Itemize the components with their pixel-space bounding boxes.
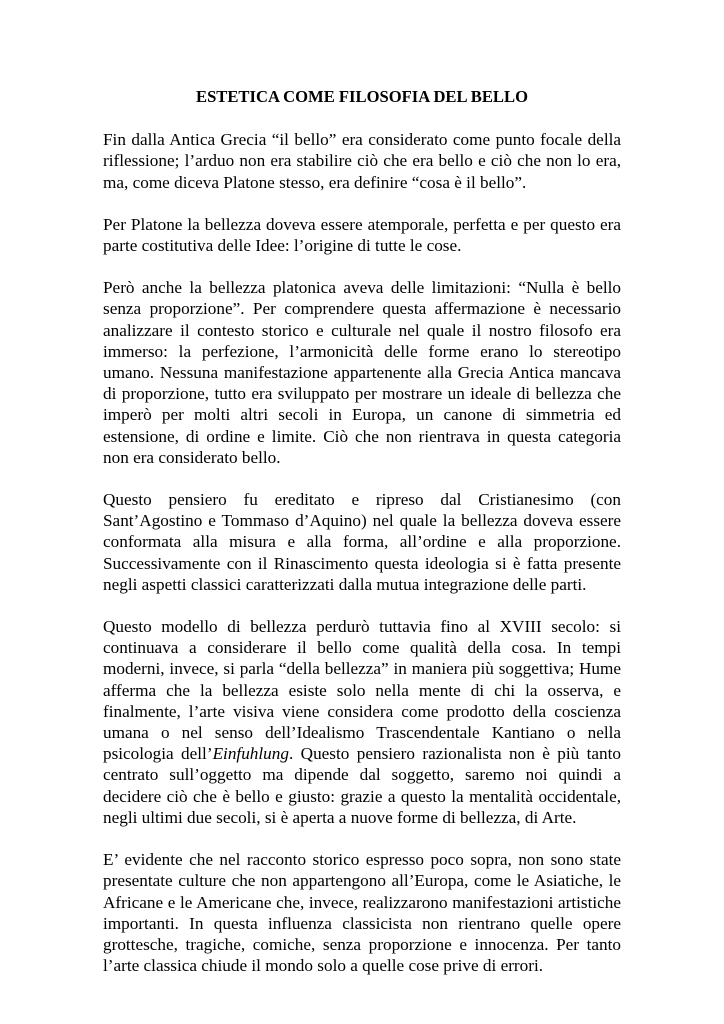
document-page — [103, 86, 621, 976]
document-title: ESTETICA COME FILOSOFIA DEL BELLO — [196, 87, 528, 106]
paragraph-5-text-a: Questo modello di bellezza perdurò tuttavia fino al XVIII secolo: si continuava a considerare il bello come qualità della cosa. In tempi moderni, invece, si parla “della bellezza” in maniera più soggettiva; Hume afferma che la bellezza esiste solo nella mente di chi la osserva, e finalmente, l’arte visiva viene considera come prodotto della coscienza umana o nel senso dell’Idealismo Trascendentale Kantiano o nella psicologia dell’ — [103, 617, 621, 764]
paragraph-4: Questo pensiero fu ereditato e ripreso dal Cristianesimo (con Sant’Agostino e Tommaso d’Aquino) nel quale la bellezza doveva essere conformata alla misura e alla forma, all’ordine e alla proporzione. Successivamente con il Rinascimento questa ideologia si è fatta presente negli aspetti classici caratterizzati dalla mutua integrazione delle parti. — [103, 490, 621, 594]
paragraph-1: Fin dalla Antica Grecia “il bello” era considerato come punto focale della riflessione; l’arduo non era stabilire ciò che era bello e ciò che non lo era, ma, come diceva Platone stesso, era definire “cosa è il bello”. — [103, 130, 621, 192]
paragraph-5-italic-term: Einfuhlung — [212, 744, 289, 764]
paragraph-3: Però anche la bellezza platonica aveva delle limitazioni: “Nulla è bello senza proporzione”. Per comprendere questa affermazione è necessario analizzare il contesto storico e culturale nel quale il nostro filosofo era immerso: la perfezione, l’armonicità delle forme erano lo stereotipo umano. Nessuna manifestazione appartenente alla Grecia Antica mancava di proporzione, tutto era sviluppato per mostrare un ideale di bellezza che imperò per molti altri secoli in Europa, un canone di simmetria ed estensione, di ordine e limite. Ciò che non rientrava in questa categoria non era considerato bello. — [103, 278, 621, 467]
paragraph-5-text-b: . Questo pensiero razionalista non è più tanto centrato sull’oggetto ma dipende dal soggetto, saremo noi quindi a decidere ciò che è bello e giusto: grazie a questo la mentalità occidentale, negli ultimi due secoli, si è aperta a nuove forme di bellezza, di Arte. — [103, 744, 621, 827]
paragraph-6: E’ evidente che nel racconto storico espresso poco sopra, non sono state presentate culture che non appartengono all’Europa, come le Asiatiche, le Africane e le Americane che, invece, realizzarono manifestazioni artistiche importanti. In questa influenza classicista non rientrano quelle opere grottesche, tragiche, comiche, senza proporzione e innocenza. Per tanto l’arte classica chiude il mondo solo a quelle cose prive di errori. — [103, 850, 621, 976]
paragraph-5 — [103, 616, 621, 828]
paragraph-2: Per Platone la bellezza doveva essere atemporale, perfetta e per questo era parte costitutiva delle Idee: l’origine di tutte le cose. — [103, 214, 621, 256]
